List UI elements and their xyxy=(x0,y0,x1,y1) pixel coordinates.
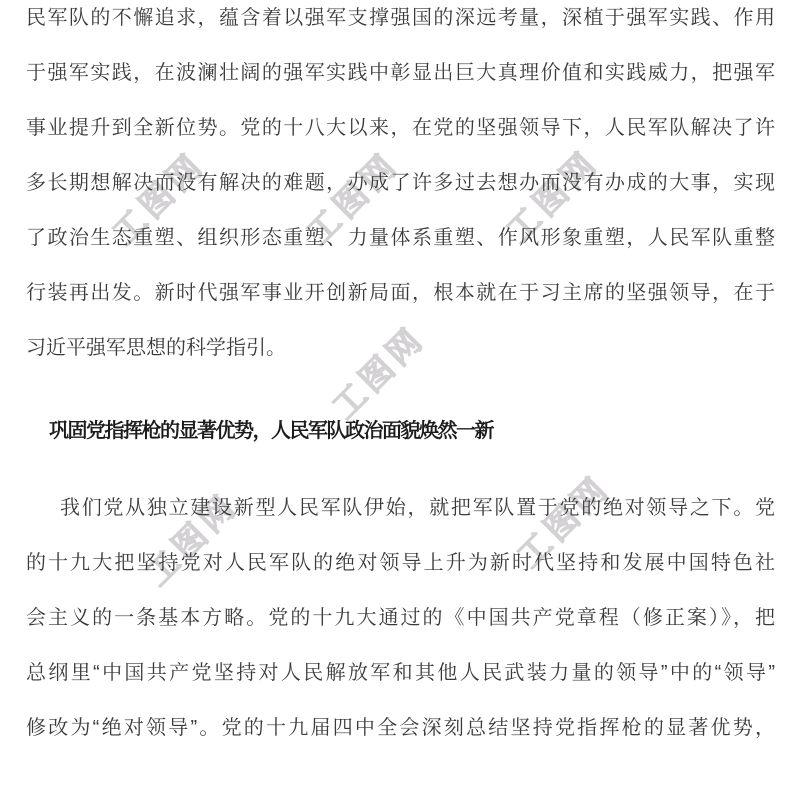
doc-line: 总纲里“中国共产党坚持对人民解放军和其他人民武装力量的领导”中的“领导” xyxy=(26,662,775,684)
watermark-text: 工图网 xyxy=(325,319,432,426)
doc-line: 了政治生态重塑、组织形态重塑、力量体系重塑、作风形象重塑，人民军队重整 xyxy=(26,227,775,249)
watermark-text: 工图网 xyxy=(499,143,606,250)
watermark-text: 工图网 xyxy=(138,486,245,593)
watermark-text: 工图网 xyxy=(510,468,617,575)
doc-line: 的十九大把坚持党对人民军队的绝对领导上升为新时代坚持和发展中国特色社 xyxy=(26,552,775,574)
doc-line: 事业提升到全新位势。党的十八大以来，在党的坚强领导下，人民军队解决了许 xyxy=(26,117,775,139)
watermark-text: 工图网 xyxy=(299,145,406,252)
doc-line: 习近平强军思想的科学指引。 xyxy=(26,337,286,359)
watermark-text: 工图网 xyxy=(105,145,212,252)
doc-line: 修改为“绝对领导”。党的十九届四中全会深刻总结坚持党指挥枪的显著优势， xyxy=(26,717,775,739)
paragraph xyxy=(26,481,775,756)
section-heading: 巩固党指挥枪的显著优势，人民军队政治面貌焕然一新 xyxy=(49,420,493,442)
document-content xyxy=(26,0,775,756)
doc-line: 于强军实践，在波澜壮阔的强军实践中彰显出巨大真理价值和实践威力，把强军 xyxy=(26,62,775,84)
doc-line: 我们党从独立建设新型人民军队伊始，就把军队置于党的绝对领导之下。党 xyxy=(60,497,775,519)
doc-line: 民军队的不懈追求，蕴含着以强军支撑强国的深远考量，深植于强军实践、作用 xyxy=(26,7,775,29)
doc-line: 多长期想解决而没有解决的难题，办成了许多过去想办而没有办成的大事，实现 xyxy=(26,172,775,194)
paragraph xyxy=(26,0,775,376)
doc-line: 行装再出发。新时代强军事业开创新局面，根本就在于习主席的坚强领导，在于 xyxy=(26,282,775,304)
doc-line: 会主义的一条基本方略。党的十九大通过的《中国共产党章程（修正案）》，把 xyxy=(26,607,775,629)
